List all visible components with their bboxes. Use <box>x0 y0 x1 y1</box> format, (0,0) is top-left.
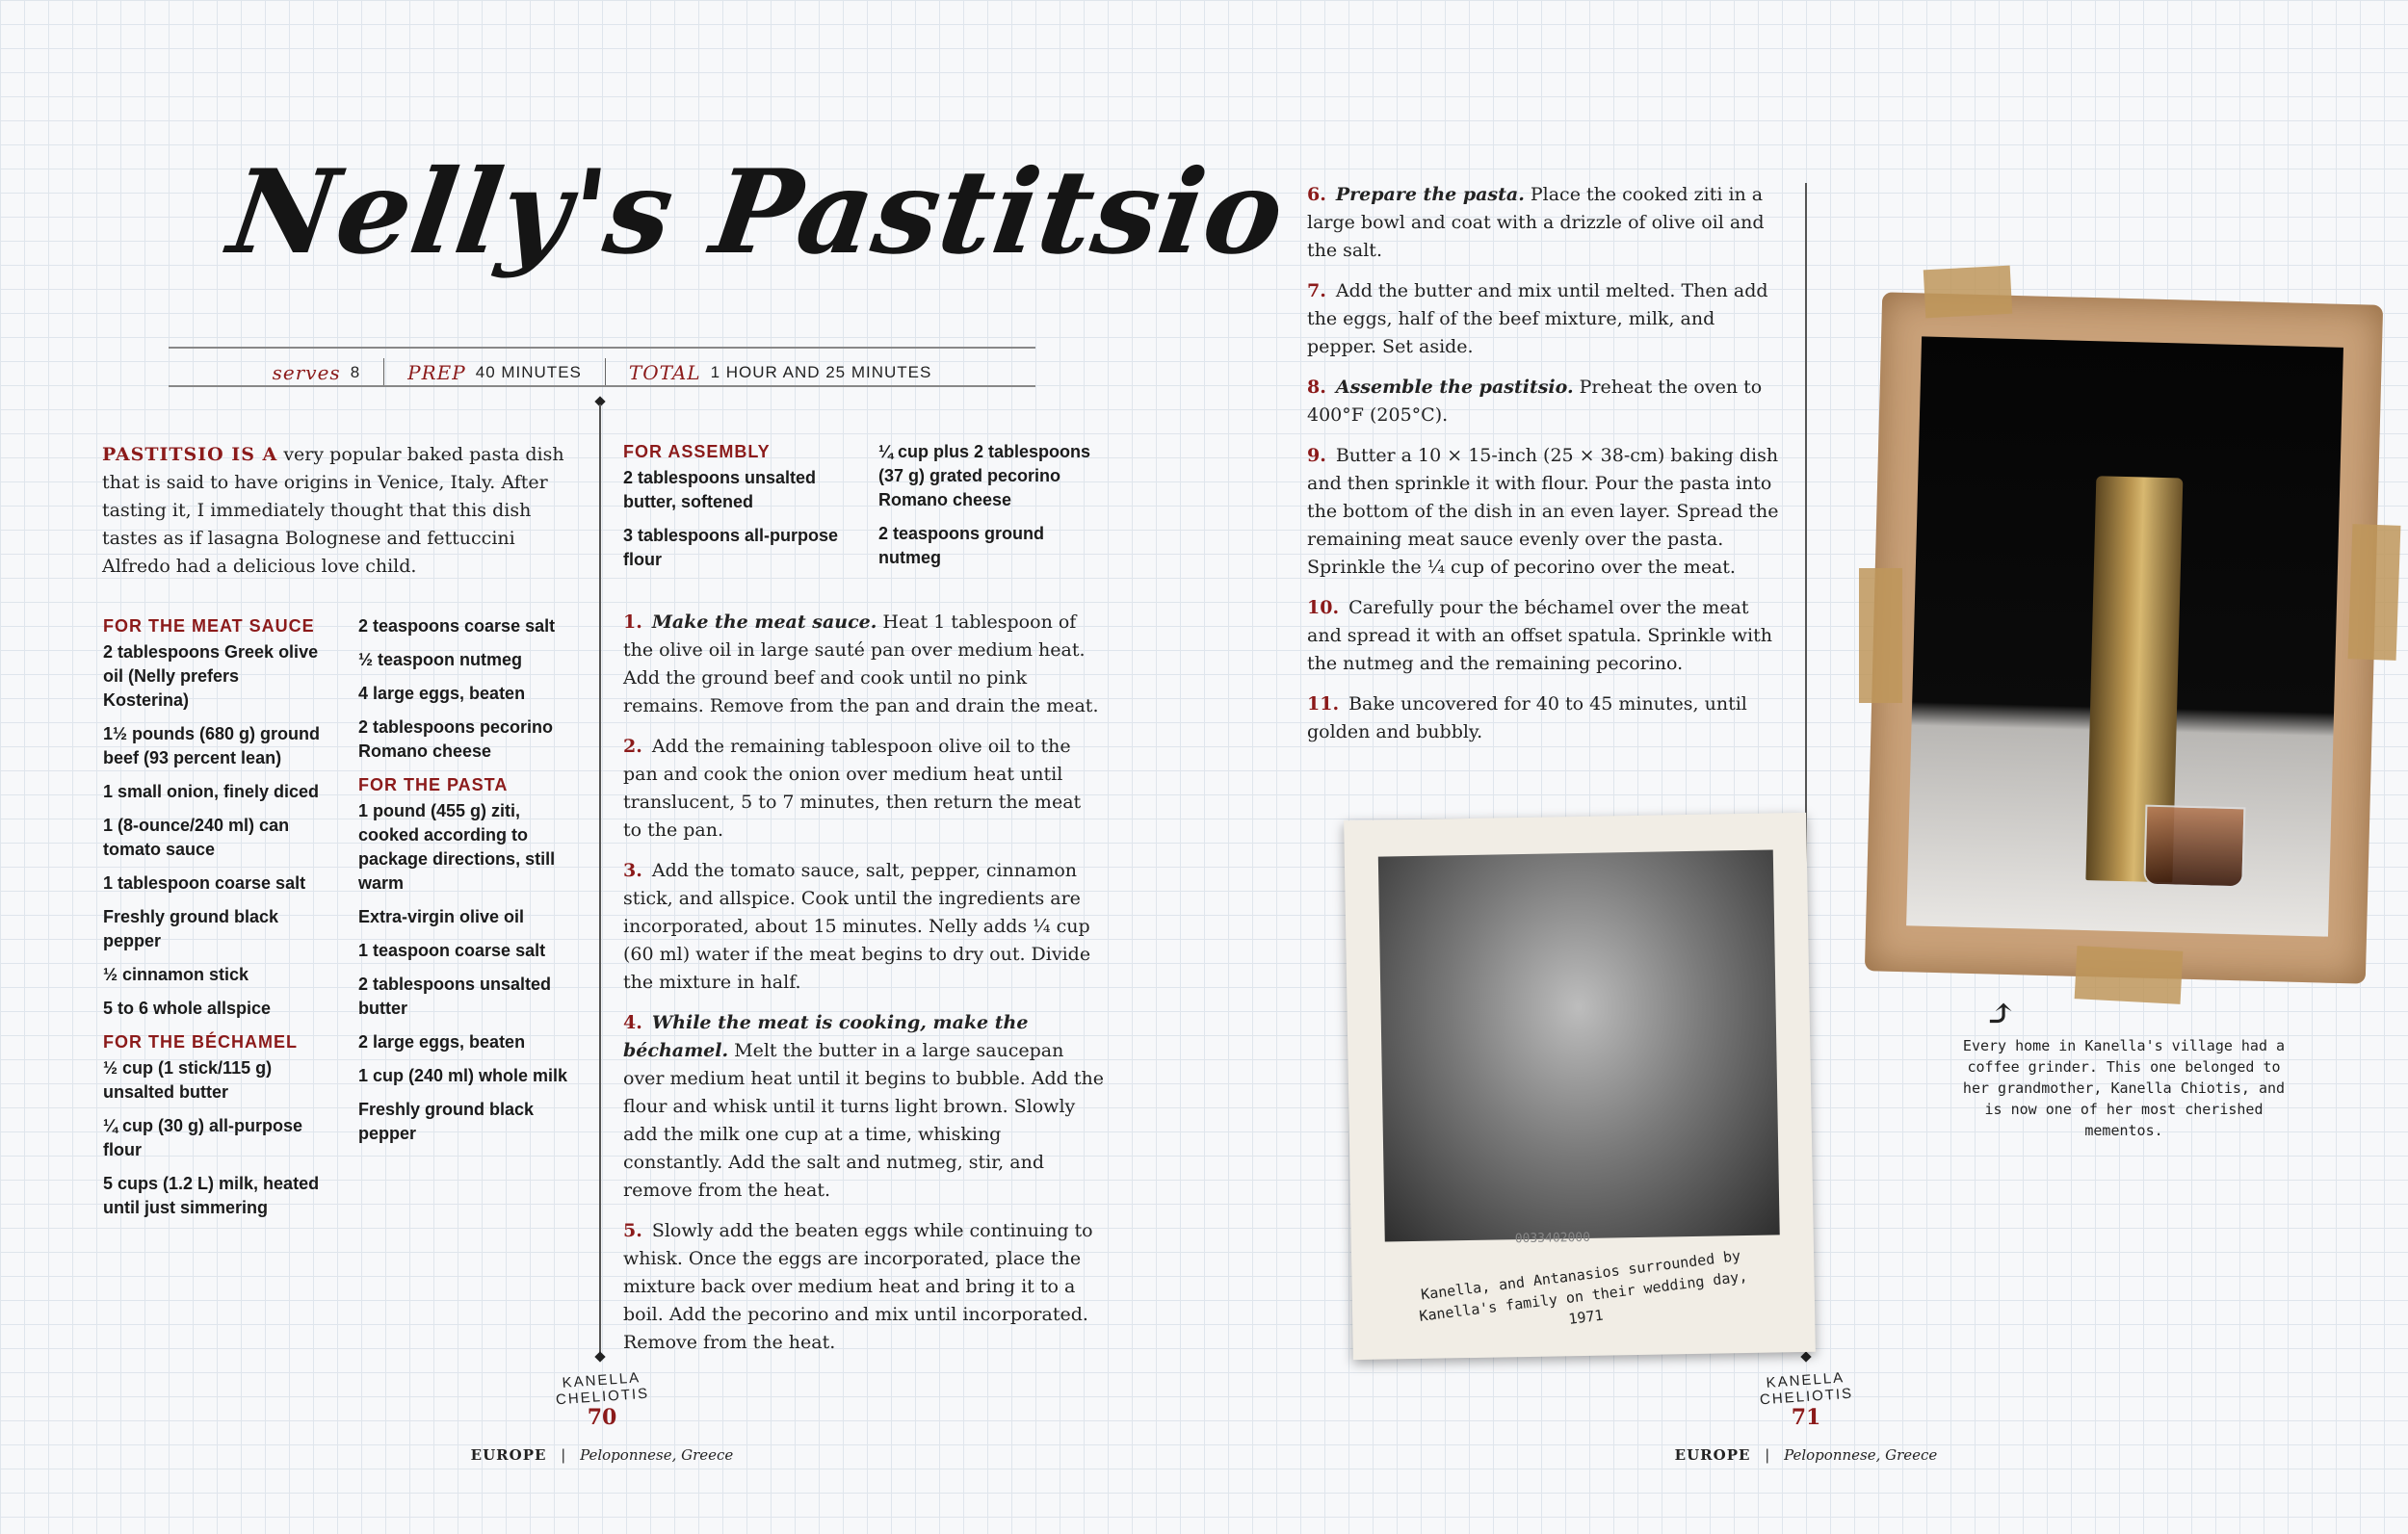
wedding-photo <box>1344 813 1816 1360</box>
step-text: Place the cooked ziti in a large bowl and coat with a drizzle of olive oil and the salt. <box>1307 184 1765 261</box>
ingredient-item: Freshly ground black pepper <box>358 1100 535 1143</box>
ingredient-item: 1 teaspoon coarse salt <box>358 941 546 960</box>
author-name: KANELLA CHELIOTIS <box>555 1369 650 1409</box>
recipe-step <box>1307 181 1784 265</box>
step-number: 1. <box>623 611 642 633</box>
ingredient-item: ½ cup (1 stick/115 g) unsalted butter <box>103 1058 273 1102</box>
region-label: EUROPE <box>470 1446 547 1464</box>
ingredient-item: 4 large eggs, beaten <box>358 684 526 703</box>
ingredient-item: 2 tablespoons Greek olive oil (Nelly prefers Kosterina) <box>103 642 319 710</box>
step-number: 5. <box>623 1220 642 1241</box>
ingredient-item: ½ teaspoon nutmeg <box>358 650 523 669</box>
step-heading: Prepare the pasta. <box>1335 184 1525 205</box>
recipe-step <box>623 1217 1105 1357</box>
coffee-grinder-photo <box>1865 292 2383 983</box>
coffee-cup-shape <box>2143 805 2245 889</box>
ingredients-col-4 <box>878 440 1100 580</box>
step-number: 6. <box>1307 184 1326 205</box>
curved-arrow-icon: ⤴ <box>1984 992 2017 1036</box>
total-value: 1 HOUR AND 25 MINUTES <box>710 363 932 381</box>
ingredient-item: ¼ cup (30 g) all-purpose flour <box>103 1116 303 1159</box>
photo-stamp: 0033402000 <box>1514 1230 1591 1247</box>
intro-lead: PASTITSIO IS A <box>102 444 278 465</box>
recipe-step <box>1307 277 1784 361</box>
region-place: Peloponnese, Greece <box>1784 1446 1938 1464</box>
step-text: Carefully pour the béchamel over the meat and spread it with an offset spatula. Sprinkle with the nutmeg and the remaining pecorino. <box>1307 597 1773 674</box>
ingredient-item: 3 tablespoons all-purpose flour <box>623 526 839 569</box>
wedding-photo-caption: Kanella, and Antanasios surrounded by Kanella's family on their wedding day, 1971 <box>1418 1246 1749 1328</box>
intro-text: very popular baked pasta dish that is said to have origins in Venice, Italy. After tasting it, I immediately thought that this dish tastes as if lasagna Bolognese and fettuccini Alfredo had a delicious love child. <box>102 444 564 577</box>
step-number: 3. <box>623 860 642 881</box>
ingredient-section-heading: FOR ASSEMBLY <box>623 442 771 461</box>
footer-left-region <box>409 1446 795 1464</box>
total-label: TOTAL <box>628 361 701 384</box>
grinder-caption: Every home in Kanella's village had a coffee grinder. This one belonged to her grandmother, Kanella Chiotis, and is now one of her most cherished mementos. <box>1962 1037 2286 1139</box>
footer-right-region <box>1613 1446 1999 1464</box>
tape-strip <box>1859 568 1902 703</box>
coffee-grinder-image <box>1906 336 2343 936</box>
ingredient-item: 5 cups (1.2 L) milk, heated until just simmering <box>103 1174 320 1217</box>
recipe-step <box>1307 374 1784 429</box>
divider-dot <box>1800 1351 1811 1362</box>
ingredient-item: 2 tablespoons unsalted butter, softened <box>623 468 817 511</box>
footer-left <box>525 1369 679 1430</box>
step-heading: Assemble the pastitsio. <box>1335 377 1574 398</box>
ingredient-item: 1 pound (455 g) ziti, cooked according to package directions, still warm <box>358 801 556 893</box>
recipe-intro <box>102 441 579 581</box>
recipe-step <box>1307 594 1784 678</box>
ingredient-item: ½ cinnamon stick <box>103 965 249 984</box>
meta-divider <box>383 358 384 387</box>
ingredient-item: 2 tablespoons pecorino Romano cheese <box>358 717 554 761</box>
ingredient-item: Freshly ground black pepper <box>103 907 279 950</box>
step-text: Add the butter and mix until melted. Then add the eggs, half of the beef mixture, milk, and pepper. Set aside. <box>1307 280 1768 357</box>
step-text: Preheat the oven to 400°F (205°C). <box>1307 377 1763 426</box>
recipe-meta <box>169 358 1035 387</box>
step-text: Butter a 10 × 15-inch (25 × 38-cm) baking dish and then sprinkle it with flour. Pour the pasta into the bottom of the dish in an even layer. Spread the remaining meat sauce evenly over the pasta. Sprinkle the ¼ cup of pecorino over the meat. <box>1307 445 1779 578</box>
ingredient-item: ¼ cup plus 2 tablespoons (37 g) grated pecorino Romano cheese <box>878 442 1091 509</box>
ingredient-item: 1 cup (240 ml) whole milk <box>358 1066 568 1085</box>
step-heading: While the meat is cooking, make the béchamel. <box>623 1012 1029 1061</box>
ingredient-item: 2 teaspoons ground nutmeg <box>878 524 1045 567</box>
column-divider-left <box>599 404 601 1353</box>
ingredients-col-1 <box>103 614 329 1230</box>
steps-right <box>1307 181 1784 759</box>
wedding-photo-image <box>1378 849 1780 1241</box>
region-separator: | <box>1765 1446 1770 1464</box>
ingredient-item: 2 tablespoons unsalted butter <box>358 975 552 1018</box>
ingredients-col-3 <box>623 440 850 582</box>
recipe-step <box>623 609 1105 720</box>
region-separator: | <box>561 1446 566 1464</box>
step-text: Slowly add the beaten eggs while continuing to whisk. Once the eggs are incorporated, place the mixture back over medium heat and bring it to a boil. Add the pecorino and mix until incorporated. Remove from the heat. <box>623 1220 1093 1353</box>
step-text: Melt the butter in a large saucepan over medium heat until it begins to bubble. Add the flour and whisk until it turns light brown. Slowly add the milk one cup at a time, whisking constantly. Add the salt and nutmeg, stir, and remove from the heat. <box>623 1040 1104 1201</box>
tape-strip <box>2348 524 2401 661</box>
recipe-step <box>623 1009 1105 1205</box>
ingredient-item: 1 small onion, finely diced <box>103 782 320 801</box>
region-place: Peloponnese, Greece <box>580 1446 734 1464</box>
steps-left <box>623 609 1105 1369</box>
tape-strip <box>1924 266 2012 319</box>
step-heading: Make the meat sauce. <box>651 611 877 633</box>
ingredient-section-heading: FOR THE MEAT SAUCE <box>103 616 315 636</box>
tape-strip <box>2075 946 2184 1004</box>
step-number: 4. <box>623 1012 642 1033</box>
ingredient-section-heading: FOR THE PASTA <box>358 775 509 794</box>
step-number: 7. <box>1307 280 1326 301</box>
step-number: 10. <box>1307 597 1340 618</box>
meta-top-rule <box>169 347 1035 349</box>
serves-value: 8 <box>350 363 361 381</box>
ingredient-item: 2 teaspoons coarse salt <box>358 616 556 636</box>
ingredient-item: Extra-virgin olive oil <box>358 907 525 926</box>
ingredient-section-heading: FOR THE BÉCHAMEL <box>103 1032 298 1052</box>
step-text: Add the tomato sauce, salt, pepper, cinnamon stick, and allspice. Cook until the ingredients are incorporated, about 15 minutes. Nelly adds ¼ cup (60 ml) water if the meat begins to dry out. Divide the mixture in half. <box>623 860 1091 993</box>
ingredients-col-2 <box>358 614 580 1156</box>
step-number: 11. <box>1307 693 1340 715</box>
ingredient-item: 1 (8-ounce/240 ml) can tomato sauce <box>103 816 290 859</box>
step-number: 8. <box>1307 377 1326 398</box>
recipe-step <box>1307 690 1784 746</box>
divider-dot <box>594 1351 605 1362</box>
step-text: Bake uncovered for 40 to 45 minutes, until golden and bubbly. <box>1307 693 1747 742</box>
prep-label: PREP <box>407 361 466 384</box>
page-title: Nelly's Pastitsio <box>222 144 1293 280</box>
meta-bottom-rule <box>169 385 1035 387</box>
recipe-step <box>623 857 1105 997</box>
page-number: 71 <box>1791 1405 1821 1430</box>
footer-right <box>1729 1369 1883 1430</box>
ingredient-item: 1 tablespoon coarse salt <box>103 873 306 893</box>
recipe-step <box>1307 442 1784 582</box>
step-number: 9. <box>1307 445 1326 466</box>
author-name: KANELLA CHELIOTIS <box>1759 1369 1854 1409</box>
step-text: Add the remaining tablespoon olive oil to the pan and cook the onion over medium heat until translucent, 5 to 7 minutes, then return the meat to the pan. <box>623 736 1082 841</box>
step-number: 2. <box>623 736 642 757</box>
ingredient-item: 5 to 6 whole allspice <box>103 999 272 1018</box>
prep-value: 40 MINUTES <box>475 363 582 381</box>
serves-label: serves <box>272 361 341 384</box>
meta-divider <box>605 358 606 387</box>
recipe-step <box>623 733 1105 845</box>
ingredient-item: 1½ pounds (680 g) ground beef (93 percent lean) <box>103 724 321 767</box>
region-label: EUROPE <box>1674 1446 1751 1464</box>
step-text: Heat 1 tablespoon of the olive oil in large sauté pan over medium heat. Add the ground beef and cook until no pink remains. Remove from the pan and drain the meat. <box>623 611 1099 716</box>
page-number: 70 <box>587 1405 617 1430</box>
ingredient-item: 2 large eggs, beaten <box>358 1032 526 1052</box>
